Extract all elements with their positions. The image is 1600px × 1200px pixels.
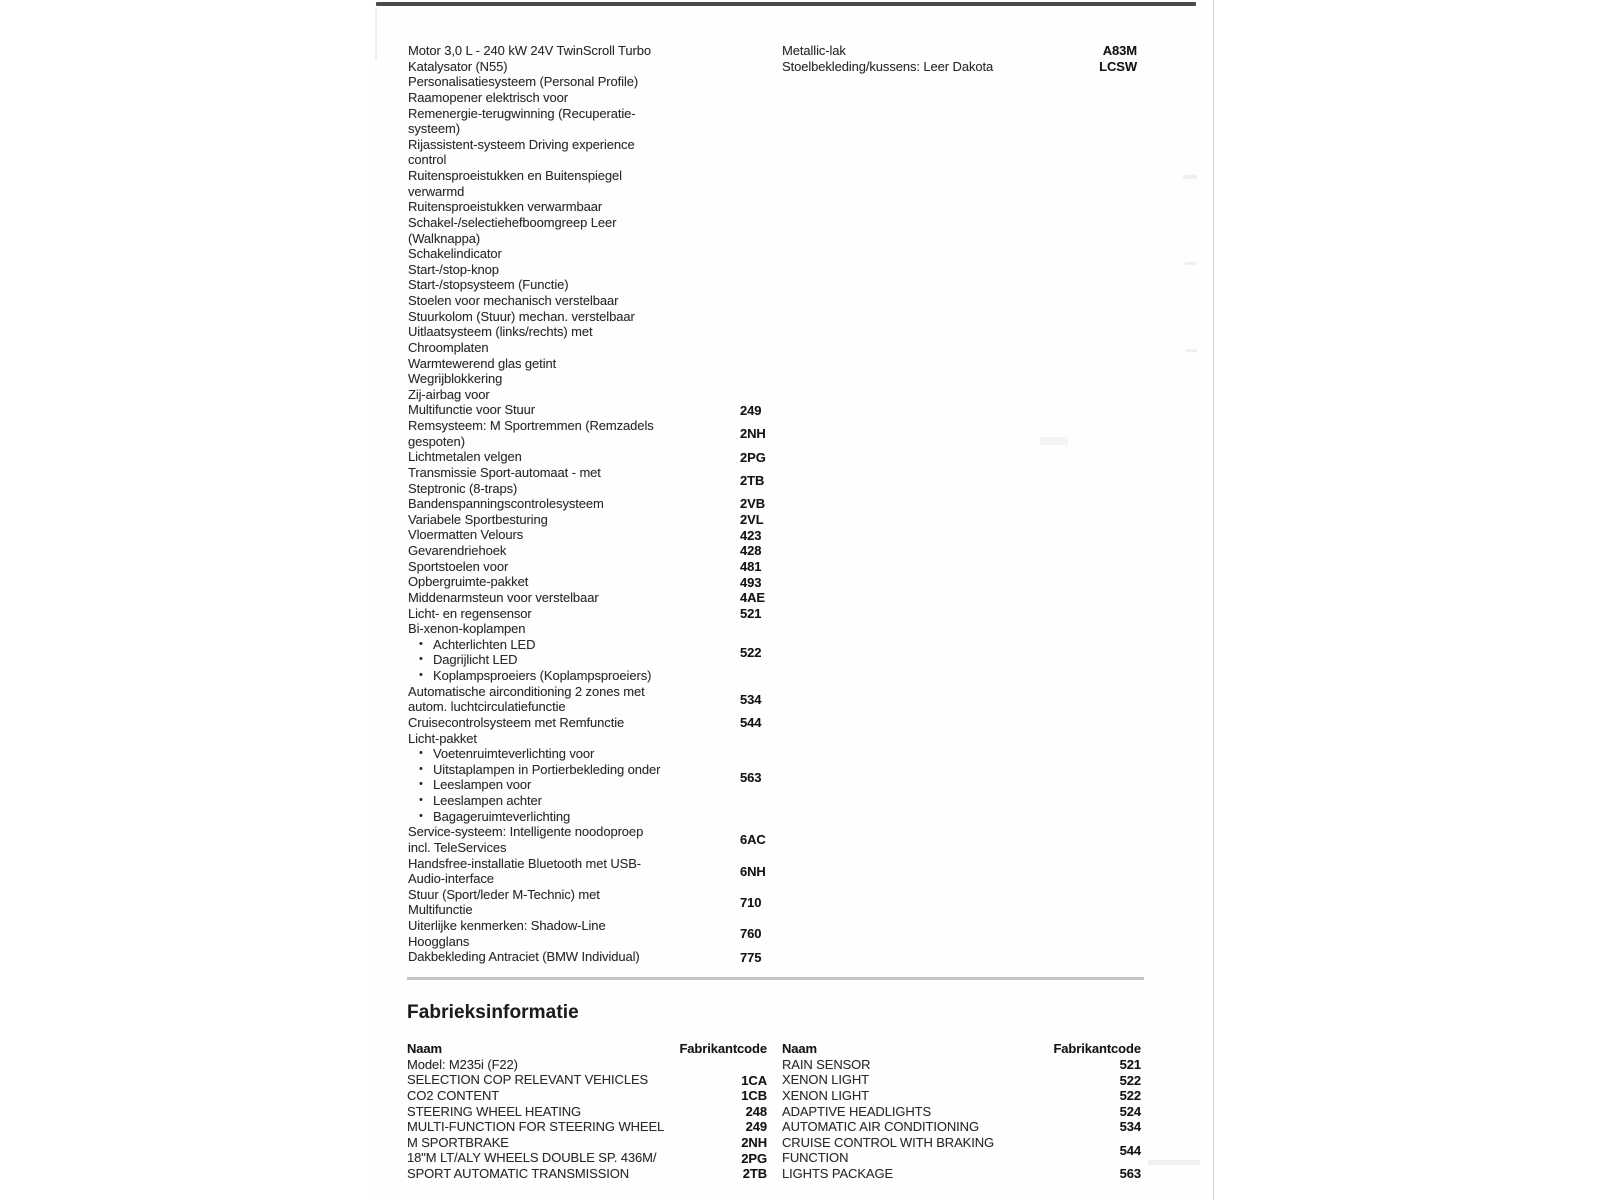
option-code	[740, 309, 768, 325]
list-item-line: Bi-xenon-koplampen	[408, 621, 526, 637]
bullet-item-text: Voetenruimteverlichting voor	[433, 746, 595, 762]
list-item	[408, 465, 768, 496]
scan-artifact	[375, 8, 377, 60]
option-code: 248	[745, 1103, 767, 1119]
list-item-line: Lichtmetalen velgen	[408, 449, 522, 465]
bullet-icon: •	[419, 762, 423, 775]
list-item-line: STEERING WHEEL HEATING	[407, 1103, 582, 1119]
list-item	[408, 262, 768, 278]
list-item-text	[408, 465, 740, 496]
list-item-text	[407, 1166, 629, 1182]
list-item	[408, 293, 768, 309]
option-code	[740, 371, 768, 387]
list-item-text	[408, 215, 740, 246]
list-item-text	[407, 1104, 581, 1120]
bullet-icon: •	[419, 747, 423, 760]
list-item-text	[408, 606, 740, 622]
option-code: 775	[740, 949, 762, 965]
list-item-text	[408, 387, 740, 403]
bullet-item-text: Leeslampen achter	[433, 793, 542, 808]
option-code: 428	[740, 543, 762, 559]
code-column-header: Fabrikantcode	[679, 1041, 767, 1056]
list-item-line: 18"M LT/ALY WHEELS DOUBLE SP. 436M/	[407, 1150, 657, 1166]
list-item-text	[408, 293, 740, 309]
list-item-line: Raamopener elektrisch voor	[408, 89, 568, 105]
list-item-line: Automatische airconditioning 2 zones met	[408, 683, 645, 699]
option-code: 1CB	[741, 1088, 767, 1104]
list-item-line: RAIN SENSOR	[782, 1056, 871, 1072]
list-item-text	[782, 1166, 893, 1182]
list-item-line: SELECTION COP RELEVANT VEHICLES	[407, 1072, 649, 1088]
bullet-item	[408, 652, 740, 668]
option-code	[740, 356, 768, 372]
bullet-item-text: Leeslampen voor	[433, 777, 532, 793]
option-code	[740, 387, 768, 403]
list-item-line: Personalisatiesysteem (Personal Profile)	[408, 74, 639, 90]
option-code: LCSW	[1099, 58, 1137, 74]
option-code: A83M	[1102, 43, 1137, 59]
list-item	[408, 856, 768, 887]
option-code: 2NH	[741, 1135, 767, 1151]
list-item-line: Sportstoelen voor	[408, 558, 509, 574]
list-item-text	[408, 277, 740, 293]
list-item	[782, 43, 1137, 59]
list-item	[782, 1072, 1141, 1088]
list-item-line: Hoogglans	[408, 933, 470, 949]
list-item-line: LIGHTS PACKAGE	[782, 1166, 894, 1181]
section-divider	[407, 977, 1144, 980]
option-code	[740, 168, 768, 199]
option-code: 544	[1119, 1142, 1141, 1158]
list-item	[408, 606, 768, 622]
list-item-text	[408, 74, 740, 90]
factory-table-header	[782, 1041, 1141, 1057]
option-code	[740, 43, 768, 74]
option-code: 249	[740, 402, 762, 418]
bullet-item	[408, 637, 740, 653]
list-item-line: Bandenspanningscontrolesysteem	[408, 496, 604, 512]
list-item-text	[782, 1072, 869, 1088]
list-item	[408, 199, 768, 215]
list-item-line: Multifunctie	[408, 902, 473, 918]
scan-artifact	[1186, 349, 1197, 352]
list-item-text	[782, 1119, 979, 1135]
list-item-line: Uiterlijke kenmerken: Shadow-Line	[408, 918, 606, 933]
list-item-line: Middenarmsteun voor verstelbaar	[408, 589, 599, 605]
factory-info-heading: Fabrieksinformatie	[407, 1002, 579, 1023]
list-item-text	[408, 684, 740, 715]
list-item-line: Rijassistent-systeem Driving experience	[408, 136, 635, 152]
list-item	[408, 74, 768, 90]
list-item-text	[408, 324, 740, 355]
list-item-line: systeem)	[408, 121, 460, 137]
list-item	[408, 356, 768, 372]
list-item-text	[408, 309, 740, 325]
list-item-text	[408, 590, 740, 606]
list-item	[407, 1166, 767, 1182]
list-item	[408, 90, 768, 106]
factory-table-right-body	[782, 1057, 1141, 1182]
list-item-text	[407, 1072, 648, 1088]
list-item-text	[408, 621, 740, 684]
list-item-text	[408, 918, 740, 949]
list-item-line: Metallic-lak	[782, 43, 846, 58]
list-item-line: Wegrijblokkering	[408, 371, 503, 387]
list-item	[408, 106, 768, 137]
bullet-item-text: Koplampsproeiers (Koplampsproeiers)	[433, 668, 652, 683]
list-item-text	[408, 106, 740, 137]
factory-table-left	[407, 1041, 767, 1182]
scan-artifact	[1185, 262, 1196, 265]
list-item-line: Stoelen voor mechanisch verstelbaar	[408, 293, 619, 308]
list-item-line: MULTI-FUNCTION FOR STEERING WHEEL	[407, 1119, 665, 1135]
bullet-icon: •	[419, 653, 423, 666]
bullet-item	[408, 668, 740, 684]
option-code: 6AC	[740, 832, 766, 848]
list-item-line: Uitlaatsysteem (links/rechts) met	[408, 324, 593, 340]
list-item	[408, 543, 768, 559]
bullet-item	[408, 793, 740, 809]
option-code: 534	[740, 691, 762, 707]
list-item-line: Stuurkolom (Stuur) mechan. verstelbaar	[408, 308, 635, 324]
list-item-text	[408, 356, 740, 372]
bullet-icon: •	[419, 669, 423, 681]
list-item-line: CO2 CONTENT	[407, 1087, 500, 1103]
option-code: 2PG	[741, 1150, 767, 1166]
option-code: 521	[1119, 1056, 1141, 1072]
option-code: 522	[1119, 1088, 1141, 1104]
list-item-line: control	[408, 152, 447, 168]
list-item-text	[407, 1119, 664, 1135]
list-item-line: Start-/stopsysteem (Functie)	[408, 277, 569, 293]
list-item	[407, 1088, 767, 1104]
bullet-item	[408, 777, 740, 793]
list-item-line: Model: M235i (F22)	[407, 1056, 518, 1072]
list-item	[408, 887, 768, 918]
list-item-text	[408, 90, 740, 106]
option-code: 710	[740, 894, 762, 910]
option-code: 2TB	[742, 1166, 767, 1182]
bullet-item-text: Dagrijlicht LED	[433, 652, 518, 668]
list-item-line: Dakbekleding Antraciet (BMW Individual)	[408, 949, 640, 965]
option-code: 521	[740, 605, 762, 621]
list-item-line: Licht-pakket	[408, 730, 477, 746]
list-item-line: Multifunctie voor Stuur	[408, 402, 536, 418]
option-code: 423	[740, 527, 762, 543]
list-item-text	[408, 512, 740, 528]
code-column-header: Fabrikantcode	[1053, 1041, 1141, 1056]
list-item	[408, 824, 768, 855]
option-code: 522	[740, 644, 762, 660]
list-item-line: Motor 3,0 L - 240 kW 24V TwinScroll Turbo	[408, 43, 652, 58]
list-item-text	[408, 262, 740, 278]
list-item	[408, 324, 768, 355]
option-code: 4AE	[740, 590, 765, 606]
name-column-header: Naam	[407, 1041, 443, 1056]
list-item-line: Cruisecontrolsysteem met Remfunctie	[408, 714, 625, 730]
list-item-line: Licht- en regensensor	[408, 605, 532, 621]
list-item-line: gespoten)	[408, 433, 465, 449]
option-code	[740, 106, 768, 137]
option-code: 534	[1119, 1119, 1141, 1135]
option-code: 493	[740, 574, 762, 590]
list-item-text	[782, 1057, 870, 1073]
list-item	[782, 1135, 1141, 1166]
option-code: 481	[740, 558, 762, 574]
list-item-line: Vloermatten Velours	[408, 527, 524, 543]
bullet-item	[408, 809, 740, 825]
list-item-line: M SPORTBRAKE	[407, 1134, 509, 1150]
list-item	[408, 168, 768, 199]
list-item-line: Chroomplaten	[408, 339, 489, 355]
list-item-line: Opbergruimte-pakket	[408, 574, 529, 590]
list-item-text	[782, 1135, 994, 1166]
equipment-list-left-column	[408, 43, 768, 965]
list-item-line: Katalysator (N55)	[408, 58, 508, 74]
option-code	[740, 199, 768, 215]
list-item-text	[407, 1088, 499, 1104]
list-item	[782, 1088, 1141, 1104]
list-item-line: Gevarendriehoek	[408, 543, 507, 558]
list-item-line: SPORT AUTOMATIC TRANSMISSION	[407, 1166, 630, 1181]
list-item-line: (Walknappa)	[408, 230, 481, 246]
bullet-item-text: Bagageruimteverlichting	[433, 808, 571, 824]
list-item-line: Remenergie-terugwinning (Recuperatie-	[408, 105, 636, 121]
list-item	[407, 1057, 767, 1073]
option-code	[740, 324, 768, 355]
list-item-text	[408, 496, 740, 512]
option-code: 2VL	[740, 512, 764, 528]
list-item	[408, 496, 768, 512]
option-code: 563	[1119, 1166, 1141, 1182]
list-item	[408, 684, 768, 715]
bullet-icon: •	[419, 637, 423, 650]
list-item	[408, 215, 768, 246]
scan-artifact	[1183, 175, 1197, 179]
list-item	[408, 387, 768, 403]
list-item	[782, 59, 1137, 75]
list-item	[782, 1057, 1141, 1073]
bullet-item-text: Achterlichten LED	[433, 636, 536, 652]
list-item	[782, 1104, 1141, 1120]
list-item-text	[408, 856, 740, 887]
scan-edge-artifact-top	[376, 2, 1196, 6]
option-code	[740, 90, 768, 106]
list-item-text	[408, 559, 740, 575]
list-item	[407, 1135, 767, 1151]
list-item-text	[407, 1057, 518, 1073]
bullet-item	[408, 746, 740, 762]
equipment-list-right-column	[782, 43, 1137, 74]
option-code: 1CA	[741, 1072, 767, 1088]
list-item-text	[408, 715, 740, 731]
list-item-text	[408, 137, 740, 168]
option-code	[740, 277, 768, 293]
list-item-line: Handsfree-installatie Bluetooth met USB-	[408, 855, 642, 871]
list-item-text	[408, 43, 740, 74]
list-item-text	[408, 418, 740, 449]
list-item-line: Schakel-/selectiehefboomgreep Leer	[408, 214, 617, 230]
factory-table-left-body	[407, 1057, 767, 1182]
list-item	[408, 574, 768, 590]
list-item	[408, 43, 768, 74]
list-item-text	[408, 246, 740, 262]
list-item-text	[407, 1150, 656, 1166]
list-item-line: Ruitensproeistukken en Buitenspiegel	[408, 168, 622, 183]
list-item	[408, 559, 768, 575]
list-item	[408, 246, 768, 262]
list-item	[408, 418, 768, 449]
list-item	[407, 1150, 767, 1166]
list-item-text	[782, 1104, 931, 1120]
list-item-text	[782, 43, 1062, 59]
option-code	[740, 293, 768, 309]
list-item	[408, 137, 768, 168]
list-item-line: Variabele Sportbesturing	[408, 511, 548, 527]
list-item-line: Remsysteem: M Sportremmen (Remzadels	[408, 418, 654, 433]
list-item-text	[408, 168, 740, 199]
list-item-text	[408, 731, 740, 825]
list-item-text	[408, 402, 740, 418]
list-item	[408, 621, 768, 684]
list-item-line: XENON LIGHT	[782, 1087, 870, 1103]
list-item	[408, 731, 768, 825]
option-code: 760	[740, 926, 762, 942]
list-item-line: Warmtewerend glas getint	[408, 355, 557, 371]
list-item	[407, 1104, 767, 1120]
option-code: 6NH	[740, 863, 766, 879]
list-item-line: Ruitensproeistukken verwarmbaar	[408, 199, 603, 215]
list-item-line: Schakelindicator	[408, 246, 502, 262]
list-item-line: Start-/stop-knop	[408, 261, 499, 277]
list-item-text	[408, 527, 740, 543]
option-code: 544	[740, 715, 762, 731]
factory-table-right	[782, 1041, 1141, 1182]
option-code	[740, 74, 768, 90]
list-item	[408, 590, 768, 606]
list-item	[408, 449, 768, 465]
list-item-text	[408, 824, 740, 855]
option-code	[740, 246, 768, 262]
list-item-line: FUNCTION	[782, 1150, 849, 1166]
list-item-line: Stoelbekleding/kussens: Leer Dakota	[782, 58, 994, 74]
list-item-text	[408, 574, 740, 590]
list-item-line: Stuur (Sport/leder M-Technic) met	[408, 886, 600, 902]
bullet-item	[408, 762, 740, 778]
name-column-header: Naam	[782, 1041, 818, 1056]
option-code: 2PG	[740, 449, 766, 465]
list-item-line: XENON LIGHT	[782, 1072, 870, 1088]
option-code	[518, 1057, 767, 1073]
list-item-line: verwarmd	[408, 183, 465, 199]
list-item	[408, 277, 768, 293]
option-code	[740, 137, 768, 168]
list-item-line: CRUISE CONTROL WITH BRAKING	[782, 1134, 995, 1150]
list-item-text	[407, 1135, 509, 1151]
list-item-text	[408, 887, 740, 918]
bullet-icon: •	[419, 794, 423, 806]
option-code: 249	[745, 1119, 767, 1135]
scan-artifact	[1148, 1160, 1200, 1165]
list-item-line: Service-systeem: Intelligente noodoproep	[408, 824, 644, 840]
list-item-text	[408, 371, 740, 387]
list-item-line: AUTOMATIC AIR CONDITIONING	[782, 1119, 979, 1135]
list-item-text	[782, 1088, 869, 1104]
option-code: 522	[1119, 1072, 1141, 1088]
list-item	[407, 1119, 767, 1135]
option-code: 2VB	[740, 496, 765, 512]
list-item-line: Audio-interface	[408, 871, 494, 887]
list-item	[408, 715, 768, 731]
list-item-line: incl. TeleServices	[408, 839, 507, 855]
factory-table-header	[407, 1041, 767, 1057]
list-item	[408, 512, 768, 528]
option-code: 563	[740, 769, 762, 785]
list-item-line: autom. luchtcirculatiefunctie	[408, 699, 566, 715]
list-item-text	[408, 449, 740, 465]
list-item-text	[408, 949, 740, 965]
option-code: 2NH	[740, 426, 766, 442]
bullet-icon: •	[419, 809, 423, 822]
list-item	[408, 527, 768, 543]
list-item-text	[782, 59, 1062, 75]
list-item	[408, 949, 768, 965]
list-item	[407, 1072, 767, 1088]
list-item	[408, 371, 768, 387]
option-code: 2TB	[740, 473, 765, 488]
list-item	[782, 1166, 1141, 1182]
list-item	[408, 918, 768, 949]
list-item-text	[408, 199, 740, 215]
option-code	[740, 262, 768, 278]
list-item	[782, 1119, 1141, 1135]
list-item-line: ADAPTIVE HEADLIGHTS	[782, 1103, 932, 1119]
scan-artifact	[1040, 437, 1068, 445]
list-item	[408, 402, 768, 418]
list-item	[408, 309, 768, 325]
list-item-line: Steptronic (8-traps)	[408, 480, 518, 496]
bullet-icon: •	[419, 778, 423, 791]
option-code: 524	[1119, 1103, 1141, 1119]
option-code	[740, 215, 768, 246]
list-item-text	[408, 543, 740, 559]
list-item-line: Transmissie Sport-automaat - met	[408, 464, 601, 480]
list-item-line: Zij-airbag voor	[408, 386, 490, 402]
bullet-item-text: Uitstaplampen in Portierbekleding onder	[433, 761, 661, 777]
